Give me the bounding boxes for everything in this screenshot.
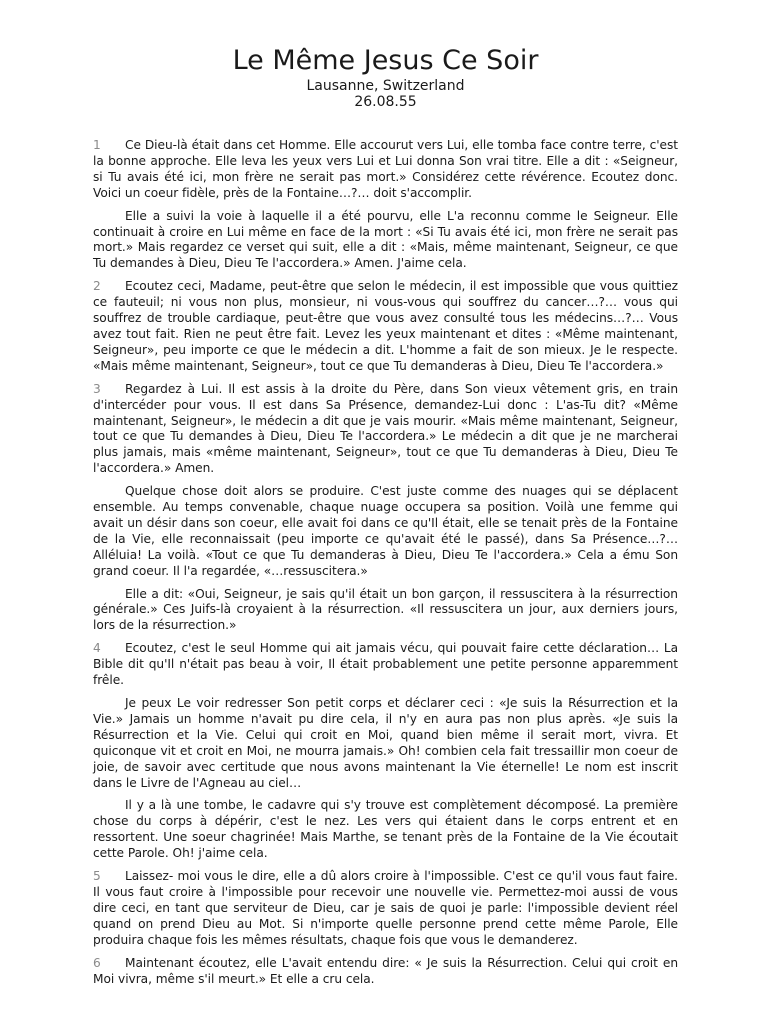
sermon-title: Le Même Jesus Ce Soir bbox=[232, 45, 539, 76]
sermon-location: Lausanne, Switzerland bbox=[306, 78, 465, 94]
sermon-body bbox=[93, 138, 678, 987]
paragraph-number: 3 bbox=[93, 381, 101, 396]
paragraph-number: 6 bbox=[93, 955, 101, 970]
paragraph bbox=[93, 382, 678, 477]
paragraph-text: Elle a dit: «Oui, Seigneur, je sais qu'il était un bon garçon, il ressuscitera à la résurrection générale.» Ces Juifs-là croyaient à la résurrection. «Il ressuscitera un jour, aux derniers jours, lors de la résurrection.» bbox=[93, 586, 678, 633]
paragraph bbox=[93, 869, 678, 949]
paragraph bbox=[93, 587, 678, 635]
paragraph bbox=[93, 956, 678, 988]
paragraph-text: Ce Dieu-là était dans cet Homme. Elle accourut vers Lui, elle tomba face contre terre, c'est la bonne approche. Elle leva les yeux vers Lui et Lui donna Son vrai titre. Elle a dit : «Seigneur, si Tu avais été ici, mon frère ne serait pas mort.» Considérez cette révérence. Ecoutez donc. Voici un coeur fidèle, près de la Fontaine…?… doit s'accomplir. bbox=[93, 138, 678, 200]
paragraph-text: Il y a là une tombe, le cadavre qui s'y trouve est complètement décomposé. La première chose du corps à dépérir, c'est le nez. Les vers qui étaient dans le corps entrent et en ressortent. Une soeur chagrinée! Mais Marthe, se tenant près de la Fontaine de la Vie écoutait cette Parole. Oh! j'aime cela. bbox=[93, 798, 678, 861]
paragraph bbox=[93, 209, 678, 273]
paragraph-number: 1 bbox=[93, 138, 101, 152]
paragraph-text: Elle a suivi la voie à laquelle il a été pourvu, elle L'a reconnu comme le Seigneur. Elle continuait à croire en Lui même en face de la mort : «Si Tu avais été ici, mon frère ne serait pas mort.» Mais regardez ce verset qui suit, elle a dit : «Mais, même maintenant, Seigneur, ce que Tu demandes à Dieu, Dieu Te l'accordera.» Amen. J'aime cela. bbox=[93, 208, 678, 271]
sermon-date: 26.08.55 bbox=[354, 94, 417, 110]
paragraph-text: Je peux Le voir redresser Son petit corps et déclarer ceci : «Je suis la Résurrection et la Vie.» Jamais un homme n'avait pu dire cela, il n'y en aura pas non plus après. «Je suis la Résurrection et la Vie. Celui qui croit en Moi, quand bien même il serait mort, vivra. Et quiconque vit et croit en Moi, ne mourra jamais.» Oh! combien cela fait tressaillir mon coeur de joie, de savoir avec certitude que nous avons maintenant la Vie éternelle! Le nom est inscrit dans le Livre de l'Agneau au ciel… bbox=[93, 696, 678, 790]
paragraph-text: Ecoutez ceci, Madame, peut-être que selon le médecin, il est impossible que vous quittiez ce fauteuil; ni vous non plus, monsieur, ni vous-vous qui souffrez du cancer…?… vous qui souffrez de trouble cardiaque, peut-être que vous avez consulté tous les médecins…?… Vous avez tout fait. Rien ne peut être fait. Levez les yeux maintenant et dites : «Même maintenant, Seigneur», peu importe ce que le médecin a dit. L'homme a fait de son mieux. Je le respecte. «Mais même maintenant, Seigneur», tout ce que Tu demanderas à Dieu, Dieu Te l'accordera.» bbox=[93, 279, 678, 373]
paragraph-text: Maintenant écoutez, elle L'avait entendu dire: « Je suis la Résurrection. Celui qui croit en Moi vivra, même s'il meurt.» Et elle a cru cela. bbox=[93, 955, 678, 986]
paragraph bbox=[93, 138, 678, 202]
paragraph bbox=[93, 279, 678, 374]
paragraph-text: Regardez à Lui. Il est assis à la droite du Père, dans Son vieux vêtement gris, en train d'intercéder pour vous. Il est dans Sa Présence, demandez-Lui donc : L'as-Tu dit? «Même maintenant, Seigneur», le médecin a dit que je vais mourir. «Mais même maintenant, Seigneur, tout ce que Tu demandes à Dieu, Dieu Te l'accordera.» Le médecin a dit que je ne marcherai plus jamais, mais «même maintenant, Seigneur», tout ce que Tu demanderas à Dieu, Dieu Te l'accordera.» Amen. bbox=[93, 381, 678, 476]
paragraph bbox=[93, 641, 678, 689]
paragraph-number: 5 bbox=[93, 869, 101, 884]
paragraph-number: 4 bbox=[93, 641, 101, 656]
paragraph bbox=[93, 798, 678, 862]
paragraph-text: Quelque chose doit alors se produire. C'est juste comme des nuages qui se déplacent ensemble. Au temps convenable, chaque nuage occupera sa position. Voilà une femme qui avait un désir dans son coeur, elle avait foi dans ce qu'Il était, elle se tenait près de la Fontaine de la Vie, elle reconnaissait (peu importe ce qu'avait été le passé), dans Sa Présence…?… Alléluia! La voilà. «Tout ce que Tu demanderas à Dieu, Dieu Te l'accordera.» Cela a ému Son grand coeur. Il l'a regardée, «…ressuscitera.» bbox=[93, 484, 678, 578]
paragraph-text: Laissez- moi vous le dire, elle a dû alors croire à l'impossible. C'est ce qu'il vous faut faire. Il vous faut croire à l'impossible pour recevoir une nouvelle vie. Permettez-moi aussi de vous dire ceci, en tant que serviteur de Dieu, car je sais de quoi je parle: l'impossible devient réel quand on prend Dieu au Mot. Si n'importe quelle personne prend cette même Parole, Elle produira chaque fois les mêmes résultats, chaque fois que vous le demanderez. bbox=[93, 869, 678, 947]
paragraph bbox=[93, 696, 678, 791]
paragraph-text: Ecoutez, c'est le seul Homme qui ait jamais vécu, qui pouvait faire cette déclaration… La Bible dit qu'Il n'était pas beau à voir, Il était probablement une petite personne apparemment frêle. bbox=[93, 641, 678, 688]
paragraph bbox=[93, 484, 678, 579]
paragraph-number: 2 bbox=[93, 279, 101, 294]
